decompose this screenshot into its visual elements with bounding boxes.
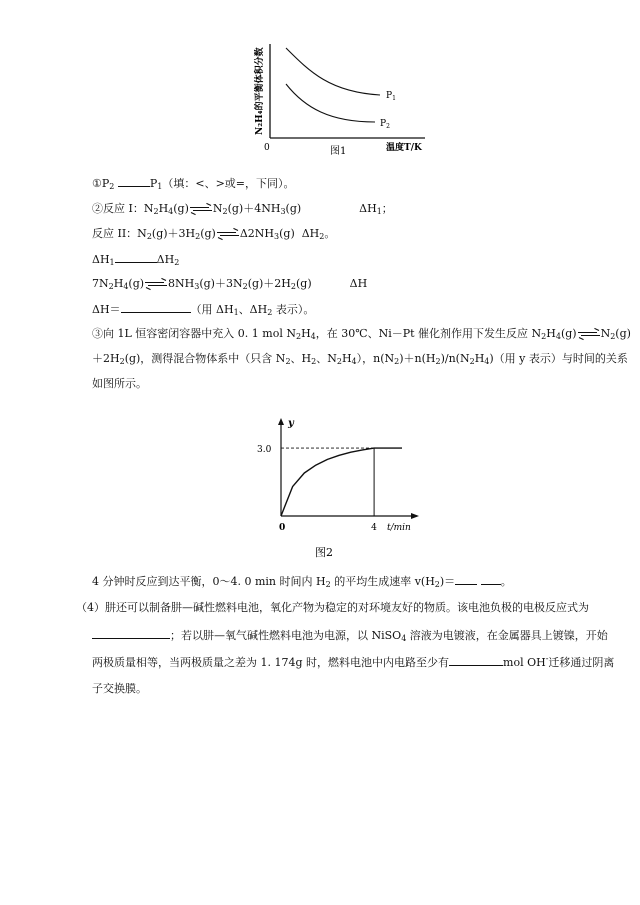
fig1-caption: 图1 [330,146,347,157]
reaction-1: ②反应 I：$N_2H_4(g)$ $N_2(g)+4NH_3(g)$ $\Delta H_1$； [92,202,393,216]
chart2-y-arrow [278,418,284,425]
chart2-x-tick-label: 0 [279,523,286,533]
fig1-label-p1: $P_1$ [386,91,396,102]
dh-compare: $\Delta H_1$ $\Delta H_2$ [92,253,180,267]
question-4-line-1: （4）肼还可以制备肼—碱性燃料电池，氧化产物为稳定的对环境友好的物质。该电池负极的电极反应式为 [76,601,589,614]
rate-question: 4 分钟时反应到达平衡，0～4. 0 min 时间内 $H_2$ 的平均生成速率 $v(H_2)=$ 。 [92,575,512,589]
fig1-y-label: N₂H₄的平衡体积分数 [255,47,265,135]
chart2-y-label: y [288,418,294,429]
chart2-caption: 图2 [315,546,333,559]
question-part-3-line-2: $+2H_2(g)$，测得混合物体系中（只含 $N_2$、$H_2$、$N_2H_4$），$n(N_2)+n(H_2)/n(N_2H_4)$（用 y 表示）与时间的关系 [92,352,628,366]
fig1-x-label: 温度T/K [386,143,422,153]
fig1-curve-p1 [286,48,380,95]
dh-expression: ΔH＝ （用 $\Delta H_1$、$\Delta H_2$ 表示）。 [92,303,315,317]
question-4-line-3: 两极质量相等，当两极质量之差为 1. 174g 时，燃料电池中内电路至少有 mol OH-迁移通过阴离 [92,654,615,669]
question-part-1: $①P_2$ $P_1$（填：<、>或=，下同）。 [92,177,295,191]
reaction-2: 反应 II：$N_2(g)+3H_2(g)$ $\Delta 2NH_3(g)$ $\Delta H_2$。 [92,227,336,241]
figure-1 [250,40,440,162]
chart2-series-line [281,448,402,516]
chart2-x-arrow [411,513,419,519]
question-4-line-4: 子交换膜。 [92,682,147,695]
reaction-3: $7N_2H_4(g)$ $8NH_3(g)+3N_2(g)+2H_2(g)$ ΔH [92,277,368,291]
fig1-origin: 0 [264,143,270,153]
question-part-3-line-3: 如图所示。 [92,377,147,390]
fig1-curve-p2 [286,84,375,122]
chart2-x-label: t/min [387,523,411,533]
fig1-label-p2: $P_2$ [380,119,390,130]
question-4-line-2: ；若以肼—氧气碱性燃料电池为电源，以 NiSO$_4$ 溶液为电镀液，在金属器具上镀镍，开始 [92,628,608,643]
question-part-3-line-1: ③向 1L 恒容密闭容器中充入 0. 1 mol $N_2H_4$，在 30℃、Ni－Pt 催化剂作用下发生反应 $N_2H_4(g)$ $N_2(g)$ [92,327,631,341]
chart2-x-tick-label: 4 [371,523,377,533]
chart2-y-tick-label: 3.0 [257,445,272,456]
figure-2-chart [245,412,435,562]
